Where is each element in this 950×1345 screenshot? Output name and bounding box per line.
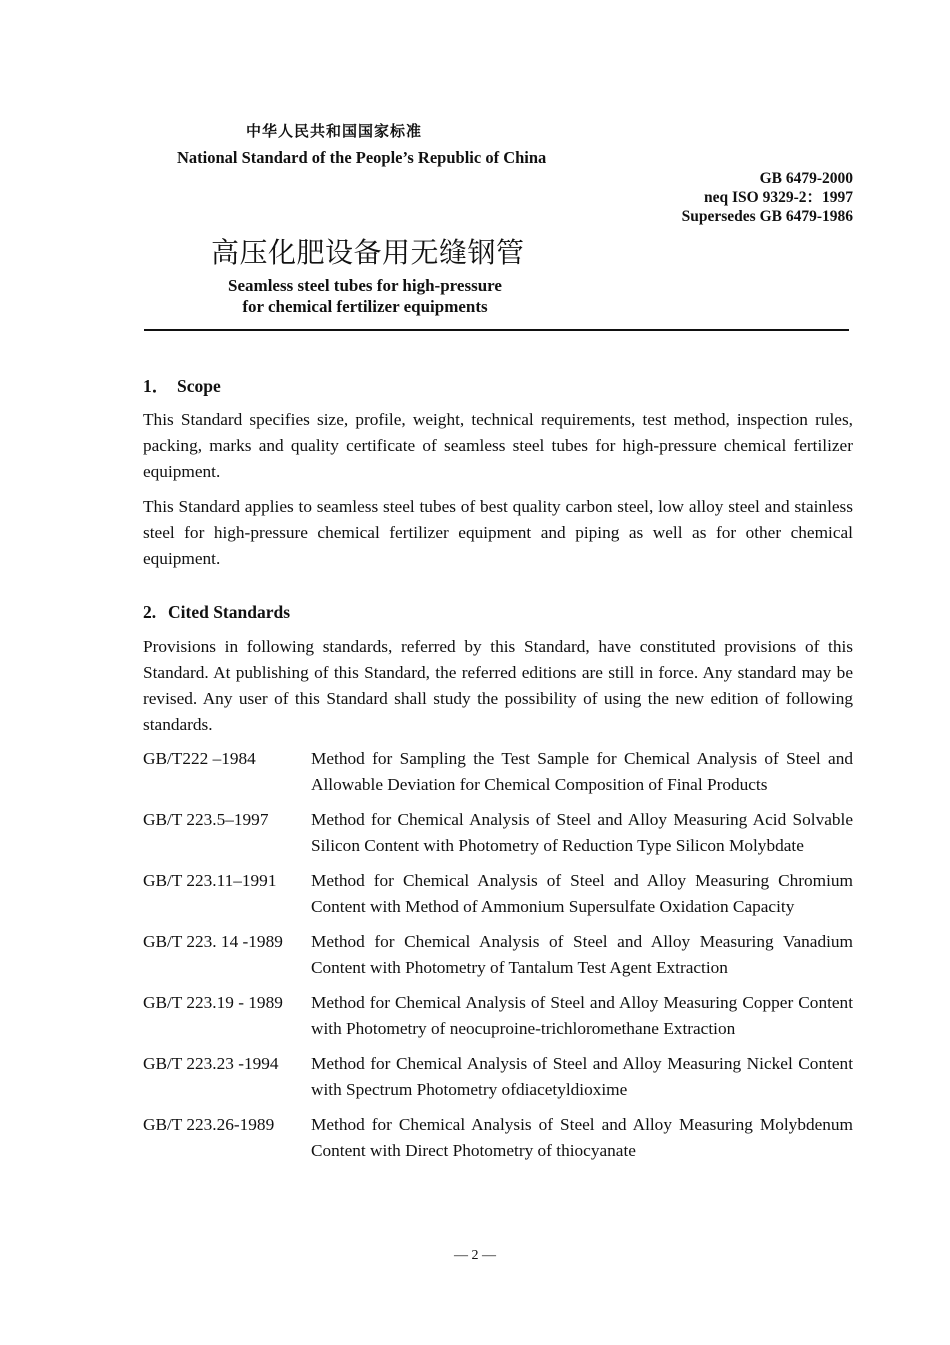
reference-description: Method for Chemical Analysis of Steel and Alloy Measuring Chromium Content with Method of Ammonium Supersulfate Oxidation Capacity [311, 871, 853, 916]
reference-row [143, 807, 853, 859]
reference-description: Method for Sampling the Test Sample for Chemical Analysis of Steel and Allowable Deviation for Chemical Composition of Final Products [311, 749, 853, 794]
reference-row [143, 746, 853, 798]
standard-number: GB 6479-2000 [759, 170, 853, 187]
section-title: Cited Standards [168, 602, 291, 622]
reference-row [143, 868, 853, 920]
title-english [210, 275, 520, 317]
reference-code: GB/T 223.5–1997 [143, 810, 269, 829]
title-chinese: 高压化肥设备用无缝钢管 [211, 236, 525, 269]
paragraph: Provisions in following standards, referred by this Standard, have constituted provisions of this Standard. At publishing of this Standard, the referred editions are still in force. Any standard may be revised. Any user of this Standard shall study the possibility of using the new edition of following standards. [143, 637, 853, 734]
reference-code: GB/T 223. 14 -1989 [143, 932, 283, 951]
section-number: 1． [143, 376, 170, 396]
reference-row [143, 1051, 853, 1103]
paragraph: This Standard applies to seamless steel tubes of best quality carbon steel, low alloy steel and stainless steel for high-pressure chemical fertilizer equipment and piping as well as for other chemical equipment. [143, 497, 853, 568]
section-number: 2. [143, 602, 157, 622]
org-name-english: National Standard of the People’s Republic of China [177, 148, 547, 167]
reference-row [143, 929, 853, 981]
reference-row [143, 990, 853, 1042]
reference-code: GB/T 223.11–1991 [143, 871, 277, 890]
reference-code: GB/T 223.23 -1994 [143, 1054, 279, 1073]
section-title: Scope [177, 376, 221, 396]
equivalence-code: neq ISO 9329-2：1997 [704, 189, 853, 206]
reference-row [143, 1112, 853, 1164]
org-name-chinese: 中华人民共和国国家标准 [246, 122, 423, 140]
reference-code: GB/T 223.26-1989 [143, 1115, 275, 1134]
reference-description: Method for Chemical Analysis of Steel and Alloy Measuring Nickel Content with Spectrum Photometry ofdiacetyldioxime [311, 1054, 853, 1099]
header-divider [144, 329, 849, 331]
section-heading-cited-standards [143, 602, 290, 623]
reference-description: Method for Chemical Analysis of Steel and Alloy Measuring Copper Content with Photometry of neocuproine-trichloromethane Extraction [311, 993, 853, 1038]
title-english-line-2: for chemical fertilizer equipments [242, 297, 488, 316]
standard-codes [682, 169, 853, 226]
reference-description: Method for Chemical Analysis of Steel and Alloy Measuring Molybdenum Content with Direct Photometry of thiocyanate [311, 1115, 853, 1160]
reference-description: Method for Chemical Analysis of Steel and Alloy Measuring Vanadium Content with Photometry of Tantalum Test Agent Extraction [311, 932, 853, 977]
paragraph: This Standard specifies size, profile, weight, technical requirements, test method, inspection rules, packing, marks and quality certificate of seamless steel tubes for high-pressure chemical fertilizer equipment. [143, 410, 853, 481]
section-heading-scope [143, 373, 221, 398]
title-english-line-1: Seamless steel tubes for high-pressure [228, 276, 502, 295]
page-number: — 2 — [454, 1248, 496, 1263]
reference-code: GB/T 223.19 - 1989 [143, 993, 283, 1012]
reference-code: GB/T222 –1984 [143, 749, 256, 768]
reference-description: Method for Chemical Analysis of Steel and Alloy Measuring Acid Solvable Silicon Content with Photometry of Reduction Type Silicon Molybdate [311, 810, 853, 855]
supersedes-code: Supersedes GB 6479-1986 [681, 208, 853, 225]
reference-list [143, 746, 853, 1173]
